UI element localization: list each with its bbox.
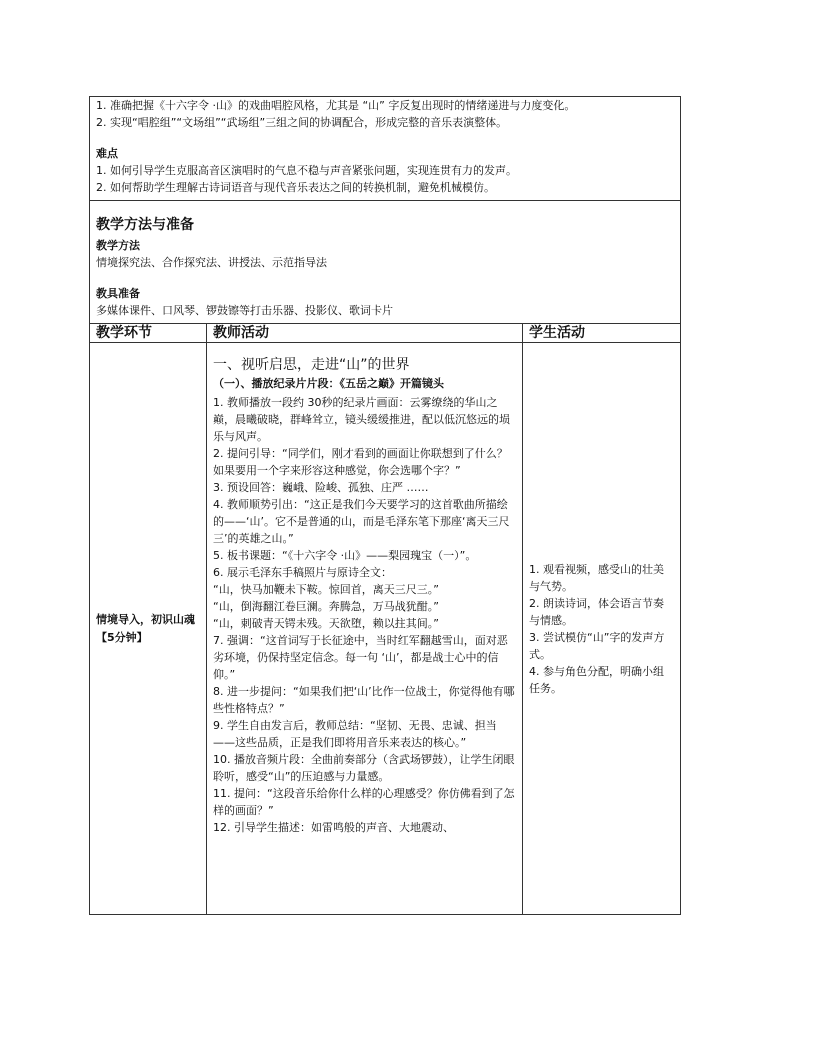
teacher-line: 9. 学生自由发言后，教师总结：“坚韧、无畏、忠诚、担当——这些品质，正是我们即将用音乐来表达的核心。” [213,719,497,749]
stage-1-teacher-activities [207,343,523,915]
student-line: 4. 参与角色分配，明确小组任务。 [529,665,664,695]
teacher-line: 6. 展示毛泽东手稿照片与原诗全文： [213,566,392,579]
teacher-line: 8. 进一步提问：“如果我们把‘山’比作一位战士，你觉得他有哪些性格特点？” [213,685,515,715]
teacher-line: 3. 预设回答：巍峨、险峻、孤独、庄严 …… [213,481,429,494]
lesson-plan-document [89,96,680,915]
stage-1-row [90,343,681,915]
column-header-teacher: 教师活动 [207,324,523,343]
teacher-line: 10. 播放音频片段：全曲前奏部分（含武场锣鼓），让学生闭眼聆听，感受“山”的压迫感与力量感。 [213,753,515,783]
difficulties-title: 难点 [96,147,118,160]
column-header-row [90,324,681,343]
teacher-line: 5. 板书课题：“《十六字令 ·山》——梨园瑰宝（一）”。 [213,549,477,562]
teacher-line: 2. 提问引导：“同学们，刚才看到的画面让你联想到了什么？如果要用一个字来形容这种感觉，你会选哪个字？” [213,447,508,477]
methods-row [90,201,681,324]
teacher-line: 4. 教师顺势引出：“这正是我们今天要学习的这首歌曲所描绘的——‘山’。它不是普通的山，而是毛泽东笔下那座‘离天三尺三’的英雄之山。” [213,498,510,545]
teacher-line: 11. 提问：“这段音乐给你什么样的心理感受？你仿佛看到了怎样的画面？” [213,787,515,817]
lesson-plan-table [89,96,681,915]
column-header-student: 学生活动 [523,324,681,343]
key-points-row [90,97,681,201]
student-line: 3. 尝试模仿“山”字的发声方式。 [529,631,665,661]
teacher-line: 7. 强调：“这首词写于长征途中，当时红军翻越雪山，面对恶劣环境，仍保持坚定信念。每一句 ‘山’，都是战士心中的信仰。” [213,634,508,681]
stage-1-subtitle: （一）、播放纪录片片段：《五岳之巅》开篇镜头 [213,377,444,390]
key-point-1: 1. 准确把握《十六字令 ·山》的戏曲唱腔风格，尤其是 “山” 字反复出现时的情绪递进与力度变化。 [96,99,576,112]
stage-1-student-activities [523,343,681,915]
methods-section-title: 教学方法与准备 [96,217,194,233]
key-points-cell [90,97,681,201]
difficulty-2: 2. 如何帮助学生理解古诗词语音与现代音乐表达之间的转换机制，避免机械模仿。 [96,181,495,194]
method-label: 教学方法 [96,239,140,252]
student-line: 1. 观看视频，感受山的壮美与气势。 [529,563,664,593]
difficulty-1: 1. 如何引导学生克服高音区演唱时的气息不稳与声音紧张问题，实现连贯有力的发声。 [96,164,517,177]
method-text: 情境探究法、合作探究法、讲授法、示范指导法 [96,256,327,269]
poem-line: “山，倒海翻江卷巨澜。奔腾急，万马战犹酣。” [213,600,439,613]
teacher-line: 12. 引导学生描述：如雷鸣般的声音、大地震动、 [213,821,454,834]
poem-line: “山，刺破青天锷未残。天欲堕，赖以拄其间。” [213,617,439,630]
key-point-2: 2. 实现“唱腔组”“文场组”“武场组”三组之间的协调配合，形成完整的音乐表演整体。 [96,116,508,129]
teacher-line: 1. 教师播放一段约 30秒的纪录片画面：云雾缭绕的华山之巅，晨曦破晓，群峰耸立，镜头缓缓推进，配以低沉悠远的埙乐与风声。 [213,396,510,443]
stage-1-label: 情境导入，初识山魂【5分钟】 [90,343,207,915]
tools-label: 教具准备 [96,287,140,300]
poem-line: “山，快马加鞭未下鞍。惊回首，离天三尺三。” [213,583,439,596]
column-header-stage: 教学环节 [90,324,207,343]
student-line: 2. 朗读诗词，体会语言节奏与情感。 [529,597,664,627]
methods-cell [90,201,681,324]
stage-1-title: 一、视听启思，走进“山”的世界 [213,357,410,373]
tools-text: 多媒体课件、口风琴、锣鼓镲等打击乐器、投影仪、歌词卡片 [96,304,393,317]
